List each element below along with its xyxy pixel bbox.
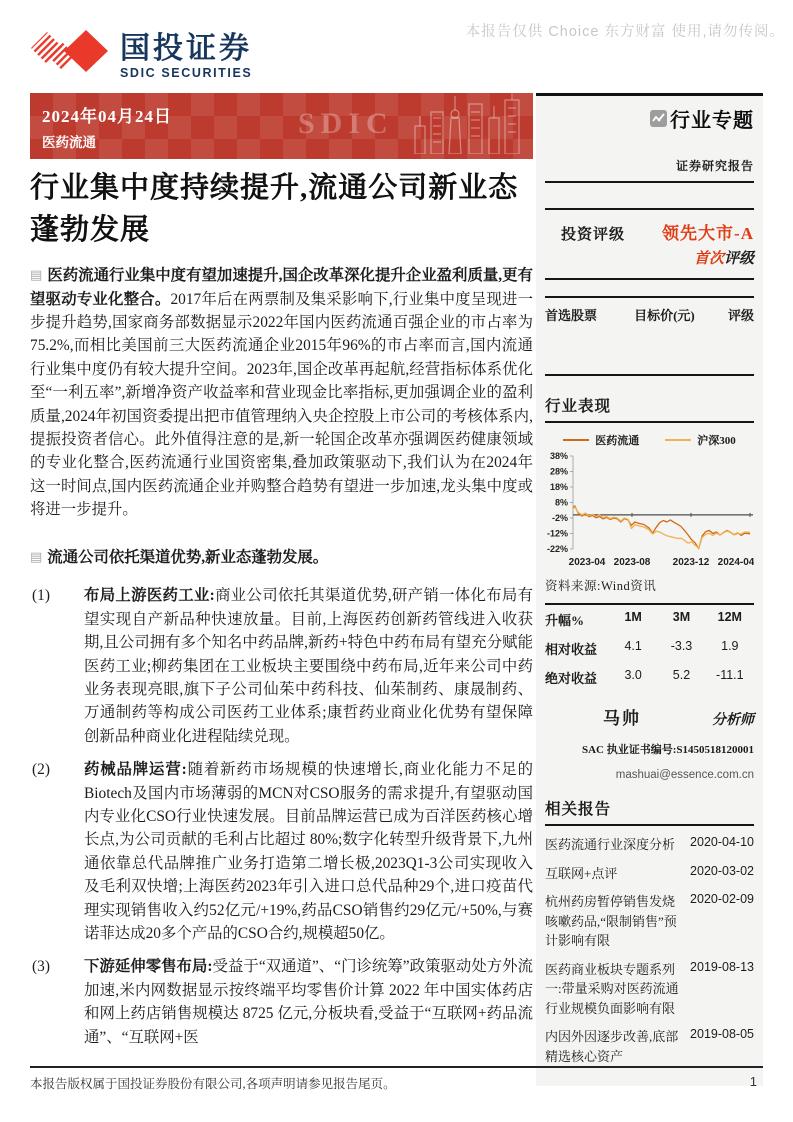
related-report-title: 互联网+点评 [545, 865, 618, 881]
point-item-2 [30, 758, 533, 945]
related-report-date: 2019-08-13 [690, 959, 754, 974]
svg-text:-12%: -12% [546, 528, 568, 539]
analyst-email[interactable]: mashuai@essence.com.cn [615, 769, 754, 781]
related-report-title: 杭州药房暂停销售发烧咳嗽药品,“限制销售”预计影响有限 [545, 894, 677, 948]
report-type-label: 证券研究报告 [675, 159, 754, 173]
rating-value: 领先大市-A [662, 224, 754, 243]
svg-text:2023-12: 2023-12 [672, 557, 710, 568]
svg-text:2023-08: 2023-08 [613, 557, 651, 568]
related-report-date: 2019-08-05 [690, 1027, 754, 1041]
value-12m: -11.1 [716, 668, 744, 682]
legend-label: 沪深300 [697, 435, 736, 447]
summary-1-lead: 医药流通行业集中度有望加速提升,国企改革深化提升企业盈利质量,更有望驱动专业化整合。 [30, 267, 533, 308]
returns-header-label: 升幅% [545, 613, 585, 628]
related-report-title: 医药商业板块专题系列一:带量采购对医药流通行业规模负面影响有限 [545, 961, 679, 1016]
legend-entry-csi300 [665, 432, 736, 448]
value-3m: -3.3 [670, 639, 693, 653]
point-number: (2) [32, 761, 50, 779]
copyright-notice: 本报告版权属于国投证券股份有限公司,各项声明请参见报告尾页。 [30, 1077, 396, 1091]
svg-text:2023-04: 2023-04 [568, 557, 606, 568]
returns-header-1m: 1M [624, 610, 642, 624]
svg-text:-2%: -2% [551, 513, 568, 523]
svg-text:8%: 8% [554, 497, 568, 508]
summary-paragraph-2 [30, 546, 533, 569]
stock-table-empty-body [545, 330, 754, 374]
related-report-date: 2020-03-02 [690, 863, 754, 878]
svg-text:-22%: -22% [546, 544, 568, 554]
report-body [30, 167, 533, 1049]
related-report-title: 医药流通行业深度分析 [545, 837, 676, 852]
value-3m: 5.2 [672, 668, 691, 682]
report-sidebar [536, 93, 763, 1086]
report-kind-label: 行业专题 [670, 110, 754, 132]
value-1m: 4.1 [624, 639, 642, 653]
chart-legend [545, 432, 754, 448]
point-number: (1) [32, 587, 50, 605]
list-square-icon: ▤ [30, 267, 43, 283]
stock-col-rating: 评级 [727, 308, 754, 323]
point-text [84, 584, 533, 748]
industry-performance-title: 行业表现 [545, 394, 754, 423]
page-number: 1 [749, 1074, 757, 1089]
value-1m: 3.0 [624, 668, 642, 682]
returns-header-12m: 12M [717, 610, 742, 624]
rating-label: 投资评级 [561, 227, 626, 243]
page-footer [30, 1066, 763, 1092]
point-number: (3) [32, 958, 50, 976]
analyst-name: 马帅 [603, 709, 641, 728]
industry-performance-chart [545, 450, 754, 574]
chart-source: 资料来源:Wind资讯 [545, 579, 657, 593]
industry-category: 医药流通 [42, 135, 96, 150]
related-report-item [545, 892, 754, 951]
summary-1-body: 2017年后在两票制及集采影响下,行业集中度呈现进一步提升趋势,国家商务部数据显示2022年国内医药流通百强企业的市占率为 75.2%,而相比美国前三大医药流通企业2015年96%的市占率而言,国内流通行业集中度仍有较大提升空间。2023年,国企改革再起航,经营指标体系优化至“一利五率”,新增净资产收益率和营业现金比率指标,更加强调企业的盈利质量,2024年初国资委提出把市值管理纳入央企控股上市公司的考核体系内,提振投资者信心。此外值得注意的是,新一轮国企改革亦强调医药健康领域的专业化整合,医药流通行业国资密集,叠加政策驱动下,我们认为在2024年这一时间点,国内医药流通企业并购整合趋势有望进一步加速,龙头集中度或将进一步提升。 [30, 290, 533, 519]
svg-text:2024-04: 2024-04 [717, 557, 754, 568]
sdic-watermark-text: SDIC [298, 107, 394, 140]
stock-col-name: 首选股票 [545, 308, 598, 323]
page-title: 行业集中度持续提升,流通公司新业态蓬勃发展 [30, 172, 519, 247]
related-report-title: 内因外因逐步改善,底部精选核心资产 [545, 1029, 679, 1064]
row-label: 相对收益 [545, 642, 598, 657]
legend-line-swatch [665, 439, 691, 441]
brand-english: SDIC SECURITIES [120, 65, 253, 80]
brand-chinese: 国投证券 [120, 31, 252, 65]
point-body: 商业公司依托其渠道优势,研产销一体化布局有望实现自产新品种快速放量。目前,上海医药创新药管线进入收获期,且公司拥有多个知名中药品牌,新药+特色中药布局有望充分赋能医药工业;柳药集团在工业板块主要围绕中药布局,近年来公司中药业务表现亮眼,旗下子公司仙茱中药科技、仙茱制药、康晟制药、万通制药等构成公司医药工业体系;康哲药业商业化优势有望保障创新品种商业化进程陆续兑现。 [84, 587, 533, 745]
returns-table [545, 603, 754, 692]
line-chart-icon [650, 110, 667, 127]
point-text [84, 955, 533, 1049]
report-date-banner [30, 93, 533, 159]
legend-entry-pharma [563, 432, 639, 448]
point-body: 随着新药市场规模的快速增长,商业化能力不足的Biotech及国内市场薄弱的MCN对CSO服务的需求提升,有望驱动国内专业化CSO行业快速发展。目前品牌运营已成为百洋医药核心增长点,为公司贡献的毛利占比超过 80%;数字化转型升级背景下,九州通依靠总代品牌推广业务打造第二增长极,2023Q1-3公司实现收入及毛利双快增;上海医药2023年引入进口总代品种29个,进口疫苗代理实现销售收入约52亿元/+19%,药品CSO销售约29亿元/+50%,与赛诺菲达成20多个产品的CSO合约,规模超50亿。 [84, 761, 533, 943]
numbered-points [30, 584, 533, 1049]
rating-first-word: 首次 [693, 251, 724, 267]
sdic-diamond-logo-icon [30, 26, 110, 87]
legend-line-swatch [563, 439, 589, 441]
point-lead: 药械品牌运营: [84, 761, 187, 779]
analyst-row [545, 704, 754, 729]
rating-suffix: 评级 [723, 251, 754, 267]
related-report-date: 2020-04-10 [690, 835, 754, 849]
report-date: 2024年04月24日 [42, 107, 172, 126]
analyst-sac-number: SAC 执业证书编号:S1450518120001 [581, 744, 754, 756]
confidential-watermark: 本报告仅供 Choice 东方财富 使用,请勿传阅。 [465, 24, 785, 40]
related-reports-title: 相关报告 [545, 797, 754, 826]
point-item-3 [30, 955, 533, 1049]
related-report-date: 2020-02-09 [690, 892, 754, 906]
investment-rating [545, 210, 754, 278]
returns-header-3m: 3M [672, 610, 691, 624]
legend-label: 医药流通 [595, 435, 640, 447]
svg-text:18%: 18% [549, 482, 568, 492]
rating-first-time [545, 247, 754, 268]
svg-text:28%: 28% [549, 466, 568, 477]
related-report-item [545, 1027, 754, 1066]
point-text [84, 758, 533, 945]
related-report-item [545, 960, 754, 1019]
relative-return-row [545, 634, 754, 663]
value-12m: 1.9 [721, 639, 739, 653]
list-square-icon: ▤ [30, 548, 43, 564]
brand-name [120, 31, 253, 80]
summary-paragraph-1 [30, 264, 533, 521]
point-body: 受益于“双通道”、“门诊统筹”政策驱动处方外流加速,米内网数据显示按终端平均零售价计算 2022 年中国实体药店和网上药店销售规模达 8725 亿元,分板块看,受益于“互联网+药品流通”、“互联网+医 [84, 958, 533, 1046]
stock-col-target: 目标价(元) [634, 308, 695, 323]
point-lead: 下游延伸零售布局: [84, 958, 213, 976]
divider [545, 278, 754, 280]
preferred-stock-table [545, 296, 754, 376]
analyst-role: 分析师 [712, 713, 754, 728]
point-lead: 布局上游医药工业: [84, 587, 215, 605]
svg-text:38%: 38% [549, 451, 568, 461]
company-logo [30, 26, 252, 87]
divider [545, 181, 754, 183]
summary-2-lead: 流通公司依托渠道优势,新业态蓬勃发展。 [47, 548, 329, 566]
report-kind-badge [545, 104, 754, 133]
point-item-1 [30, 584, 533, 748]
absolute-return-row [545, 663, 754, 692]
related-report-item [545, 864, 754, 884]
row-label: 绝对收益 [545, 671, 598, 686]
related-report-item [545, 835, 754, 855]
